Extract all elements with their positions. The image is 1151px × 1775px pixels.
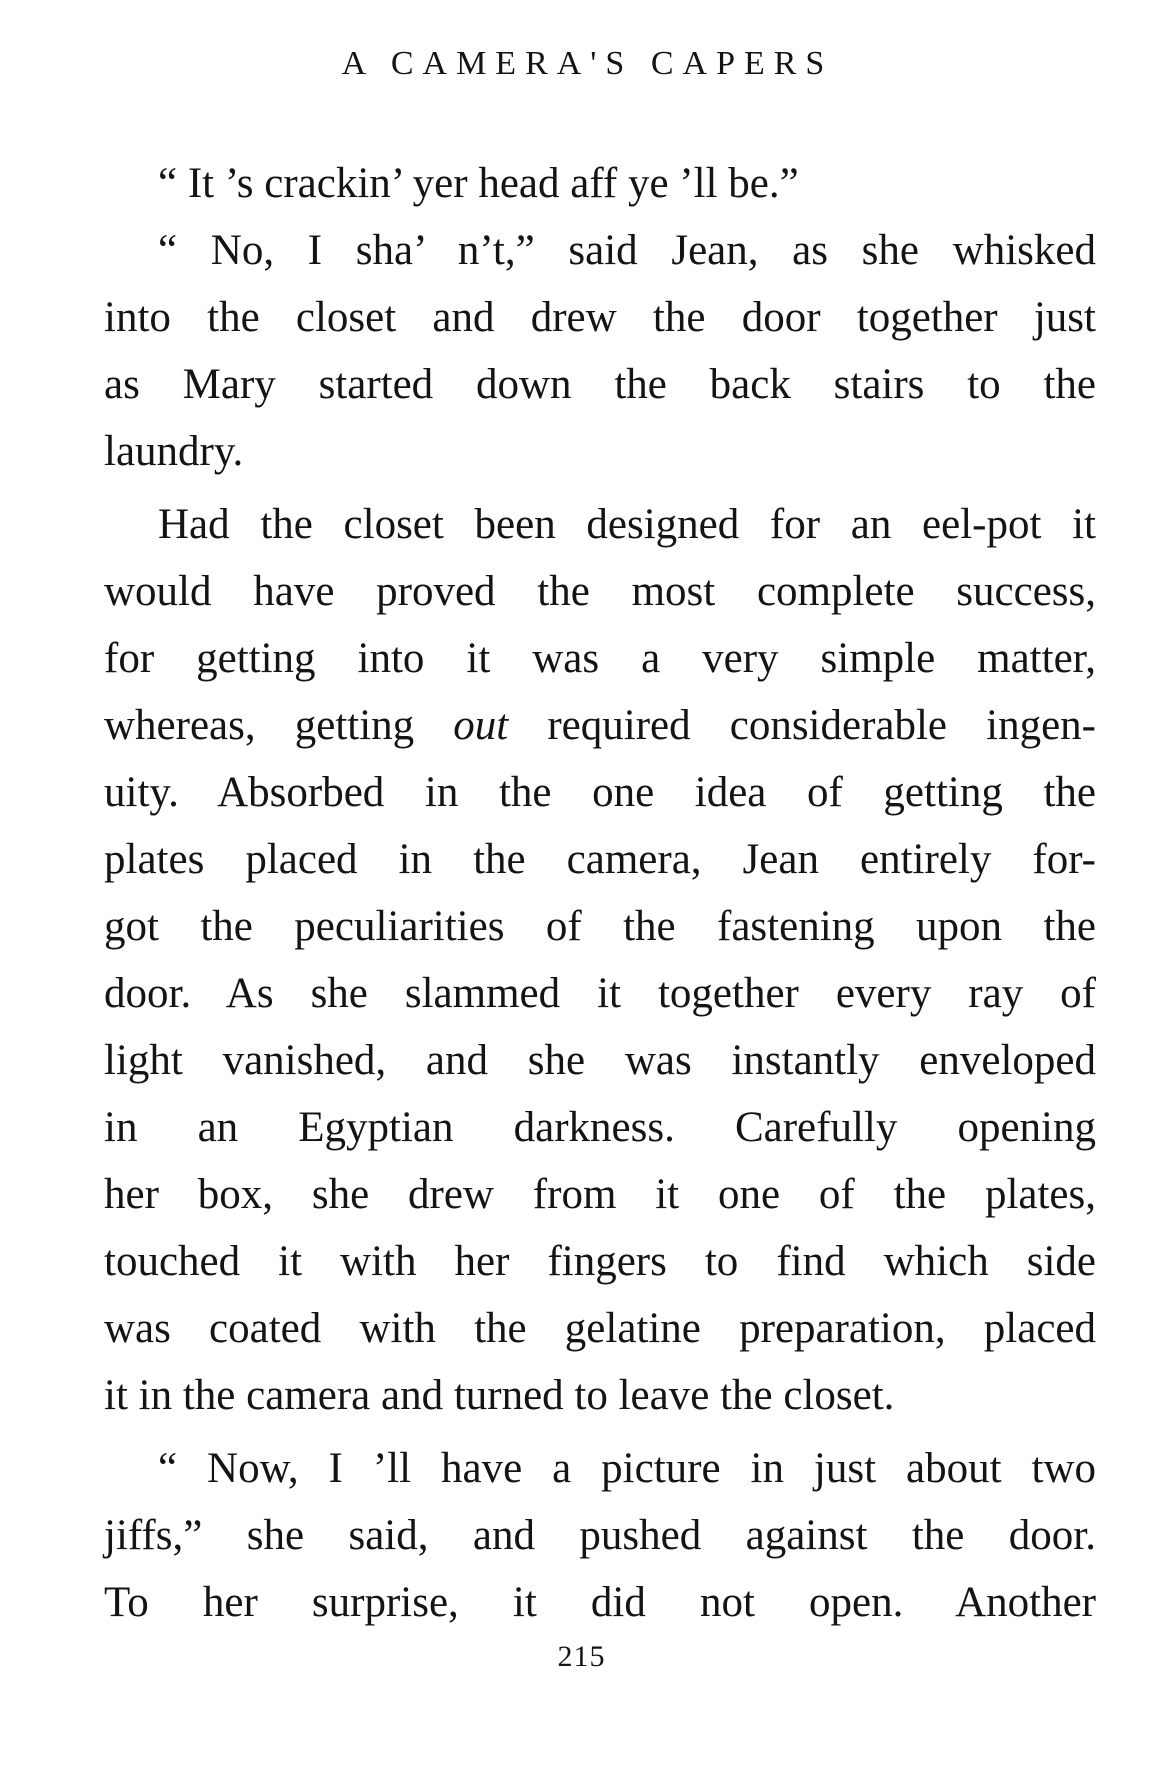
text-line: it in the camera and turned to leave the closet. bbox=[104, 1372, 895, 1419]
text-line: “ It ’s crackin’ yer head aff ye ’ll be.” bbox=[158, 160, 799, 207]
text-line: uity. Absorbed in the one idea of getting the bbox=[104, 769, 1096, 816]
text-line: laundry. bbox=[104, 428, 244, 475]
text-line: Had the closet been designed for an eel-pot it bbox=[158, 501, 1096, 548]
text-line: her box, she drew from it one of the plates, bbox=[104, 1171, 1096, 1218]
text-line: plates placed in the camera, Jean entirely for- bbox=[104, 836, 1096, 883]
text-line: into the closet and drew the door together just bbox=[104, 294, 1096, 341]
body-text bbox=[104, 150, 1096, 1636]
text-line: touched it with her fingers to find which side bbox=[104, 1238, 1096, 1285]
text-line: got the peculiarities of the fastening upon the bbox=[104, 903, 1096, 950]
text-line: for getting into it was a very simple matter, bbox=[104, 635, 1096, 682]
text-line: door. As she slammed it together every ray of bbox=[104, 970, 1096, 1017]
text-line: as Mary started down the back stairs to the bbox=[104, 361, 1096, 408]
text-line: in an Egyptian darkness. Carefully opening bbox=[104, 1104, 1096, 1151]
text-line: “ No, I sha’ n’t,” said Jean, as she whisked bbox=[158, 227, 1096, 274]
italic-word: out bbox=[453, 702, 509, 749]
text-line: light vanished, and she was instantly enveloped bbox=[104, 1037, 1096, 1084]
text-line: would have proved the most complete success, bbox=[104, 568, 1096, 615]
page-number: 215 bbox=[557, 1640, 606, 1673]
text-line: To her surprise, it did not open. Another bbox=[104, 1579, 1096, 1626]
text-line: whereas, getting out required considerable ingen- bbox=[104, 702, 1096, 749]
text-line: jiffs,” she said, and pushed against the door. bbox=[104, 1512, 1096, 1559]
text-line: was coated with the gelatine preparation, placed bbox=[104, 1305, 1096, 1352]
running-head: A CAMERA'S CAPERS bbox=[341, 45, 834, 82]
text-line: “ Now, I ’ll have a picture in just about two bbox=[158, 1445, 1096, 1492]
